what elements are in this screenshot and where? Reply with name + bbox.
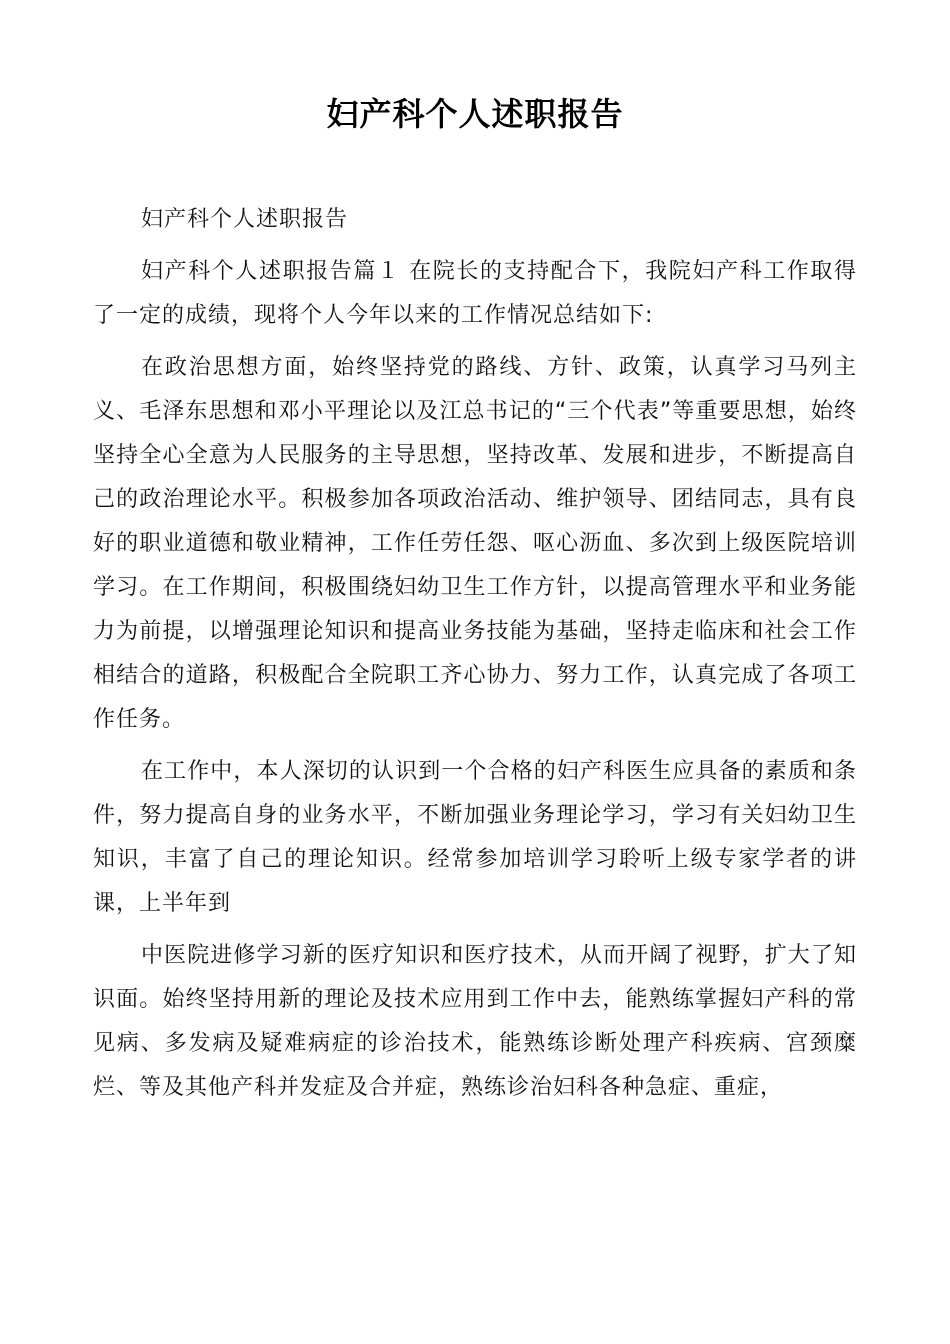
paragraph-intro: 妇产科个人述职报告篇１ 在院长的支持配合下，我院妇产科工作取得了一定的成绩，现将个人今年以来的工作情况总结如下: <box>93 259 857 328</box>
document-title: 妇产科个人述职报告 <box>326 95 624 133</box>
paragraph-study: 中医院进修学习新的医疗知识和医疗技术，从而开阔了视野，扩大了知识面。始终坚持用新的理论及技术应用到工作中去，能熟练掌握妇产科的常见病、多发病及疑难病症的诊治技术，能熟练诊断处理产科疾病、宫颈糜烂、等及其他产科并发症及合并症，熟练诊治妇科各种急症、重症， <box>93 943 857 1100</box>
paragraph-heading: 妇产科个人述职报告 <box>141 207 349 232</box>
document-body <box>93 198 857 1110</box>
paragraph-political: 在政治思想方面，始终坚持党的路线、方针、政策，认真学习马列主义、毛泽东思想和邓小平理论以及江总书记的“三个代表”等重要思想，始终坚持全心全意为人民服务的主导思想，坚持改革、发展和进步，不断提高自己的政治理论水平。积极参加各项政治活动、维护领导、团结同志，具有良好的职业道德和敬业精神，工作任劳任怨、呕心沥血、多次到上级医院培训学习。在工作期间，积极围绕妇幼卫生工作方针，以提高管理水平和业务能力为前提，以增强理论知识和提高业务技能为基础，坚持走临床和社会工作相结合的道路，积极配合全院职工齐心协力、努力工作，认真完成了各项工作任务。 <box>93 355 857 732</box>
paragraph-work: 在工作中，本人深切的认识到一个合格的妇产科医生应具备的素质和条件，努力提高自身的业务水平，不断加强业务理论学习，学习有关妇幼卫生知识，丰富了自己的理论知识。经常参加培训学习聆听上级专家学者的讲课，上半年到 <box>93 759 857 916</box>
